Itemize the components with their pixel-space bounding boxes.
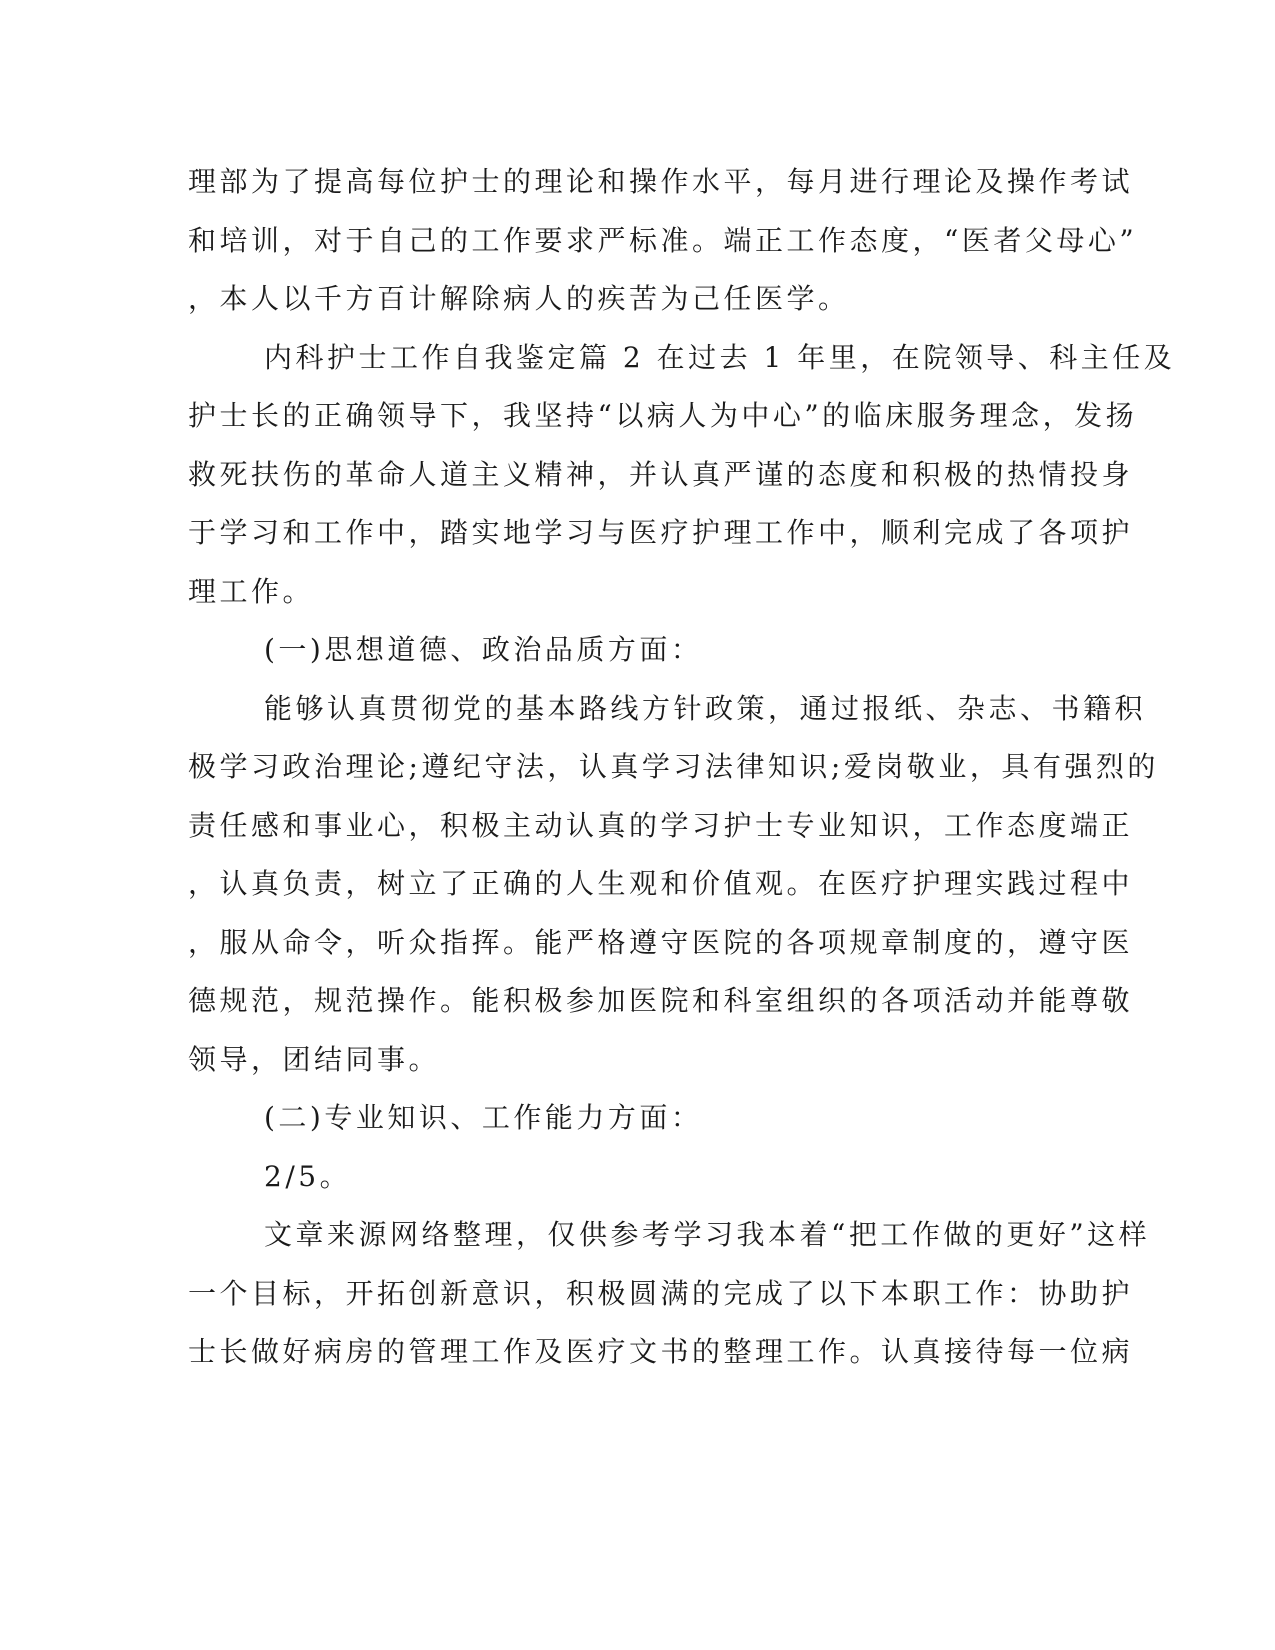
text-line: 和培训，对于自己的工作要求严标准。端正工作态度，“医者父母心”	[188, 224, 1138, 257]
text-line: 救死扶伤的革命人道主义精神，并认真严谨的态度和积极的热情投身	[188, 458, 1134, 491]
text-line: 责任感和事业心，积极主动认真的学习护士专业知识，工作态度端正	[188, 809, 1134, 842]
text-line: ，认真负责，树立了正确的人生观和价值观。在医疗护理实践过程中	[188, 867, 1134, 900]
text-line: 德规范，规范操作。能积极参加医院和科室组织的各项活动并能尊敬	[188, 984, 1134, 1017]
paragraph-start-line: 能够认真贯彻党的基本路线方针政策，通过报纸、杂志、书籍积	[264, 692, 1147, 725]
text-line: 理部为了提高每位护士的理论和操作水平，每月进行理论及操作考试	[188, 165, 1134, 198]
text-line: 极学习政治理论;遵纪守法，认真学习法律知识;爱岗敬业，具有强烈的	[188, 750, 1159, 783]
page-number: 2/5。	[264, 1160, 352, 1193]
text-line: 理工作。	[188, 575, 315, 608]
text-line: 士长做好病房的管理工作及医疗文书的整理工作。认真接待每一位病	[188, 1335, 1134, 1368]
text-line: ，本人以千方百计解除病人的疾苦为己任医学。	[188, 282, 850, 315]
section-heading: (一)思想道德、政治品质方面：	[264, 633, 703, 666]
paragraph-start-line: 内科护士工作自我鉴定篇 2 在过去 1 年里，在院领导、科主任及	[264, 341, 1176, 374]
text-line: 领导，团结同事。	[188, 1043, 441, 1076]
text-line: 于学习和工作中，踏实地学习与医疗护理工作中，顺利完成了各项护	[188, 516, 1134, 549]
text-line: 一个目标，开拓创新意识，积极圆满的完成了以下本职工作：协助护	[188, 1277, 1134, 1310]
paragraph-start-line: 文章来源网络整理，仅供参考学习我本着“把工作做的更好”这样	[264, 1218, 1151, 1251]
section-heading: (二)专业知识、工作能力方面：	[264, 1101, 703, 1134]
text-line: 护士长的正确领导下，我坚持“以病人为中心”的临床服务理念，发扬	[188, 399, 1138, 432]
text-line: ，服从命令，听众指挥。能严格遵守医院的各项规章制度的，遵守医	[188, 926, 1134, 959]
